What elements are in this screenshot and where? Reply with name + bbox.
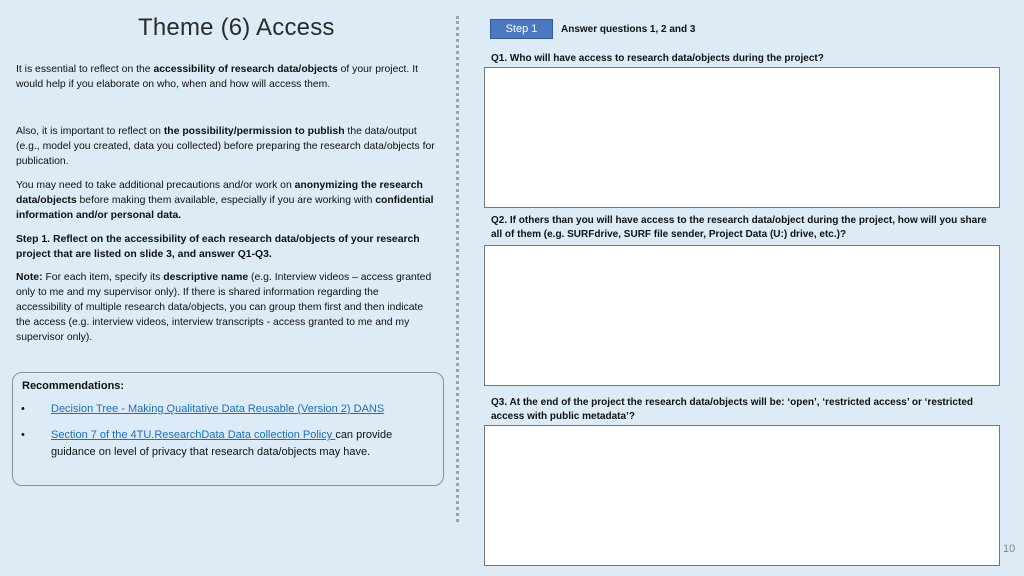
question-3: Q3. At the end of the project the research data/objects will be: ‘open’, ‘restricted access’ or ‘restricted access with public metadata’?	[491, 397, 973, 422]
answer-box-q2[interactable]	[484, 245, 1000, 386]
intro-paragraph: It is essential to reflect on the accessibility of research data/objects of your project. It would help if you elaborate on who, when and how will access them.	[16, 64, 418, 90]
answer-box-q1[interactable]	[484, 67, 1000, 208]
page-number: 10	[1003, 543, 1016, 555]
column-divider	[456, 16, 459, 522]
page-title: Theme (6) Access	[138, 14, 335, 41]
note-paragraph: Note: For each item, specify its descriptive name (e.g. Interview videos – access granted only to me and my supervisor only). If there is shared information regarding the accessibility of multiple research data/objects, you can group them first and then indicate the access (e.g. interview videos, interview transcripts - access granted to me and my supervisor only).	[16, 272, 432, 343]
recommendations-title: Recommendations:	[22, 380, 125, 392]
data-collection-policy-link[interactable]: Section 7 of the 4TU.ResearchData Data collection Policy	[51, 429, 336, 441]
bullet-icon: •	[21, 429, 25, 441]
anonymize-paragraph: You may need to take additional precautions and/or work on anonymizing the research data/objects before making them available, especially if you are working with confidential information and/or personal data.	[16, 180, 434, 221]
recommendations-box: Recommendations: • Decision Tree - Making Qualitative Data Reusable (Version 2) DANS • Section 7 of the 4TU.ResearchData Data collection Policy can provide guidance on level of privacy that research data/objects may have.	[12, 372, 444, 486]
question-1: Q1. Who will have access to research data/objects during the project?	[491, 53, 824, 64]
step1-paragraph: Step 1. Reflect on the accessibility of each research data/objects of your research project that are listed on slide 3, and answer Q1-Q3.	[16, 234, 420, 260]
question-2: Q2. If others than you will have access to the research data/object during the project, how will you share all of them (e.g. SURFdrive, SURF file sender, Project Data (U:) drive, etc.)?	[491, 215, 987, 240]
answer-box-q3[interactable]	[484, 425, 1000, 566]
step-badge: Step 1	[490, 19, 553, 39]
decision-tree-link[interactable]: Decision Tree - Making Qualitative Data Reusable (Version 2) DANS	[51, 403, 385, 415]
step-instruction: Answer questions 1, 2 and 3	[561, 24, 696, 35]
bullet-icon: •	[21, 403, 25, 415]
publish-paragraph: Also, it is important to reflect on the possibility/permission to publish the data/output (e.g., model you created, data you collected) before preparing the research data/objects for publication.	[16, 126, 435, 167]
